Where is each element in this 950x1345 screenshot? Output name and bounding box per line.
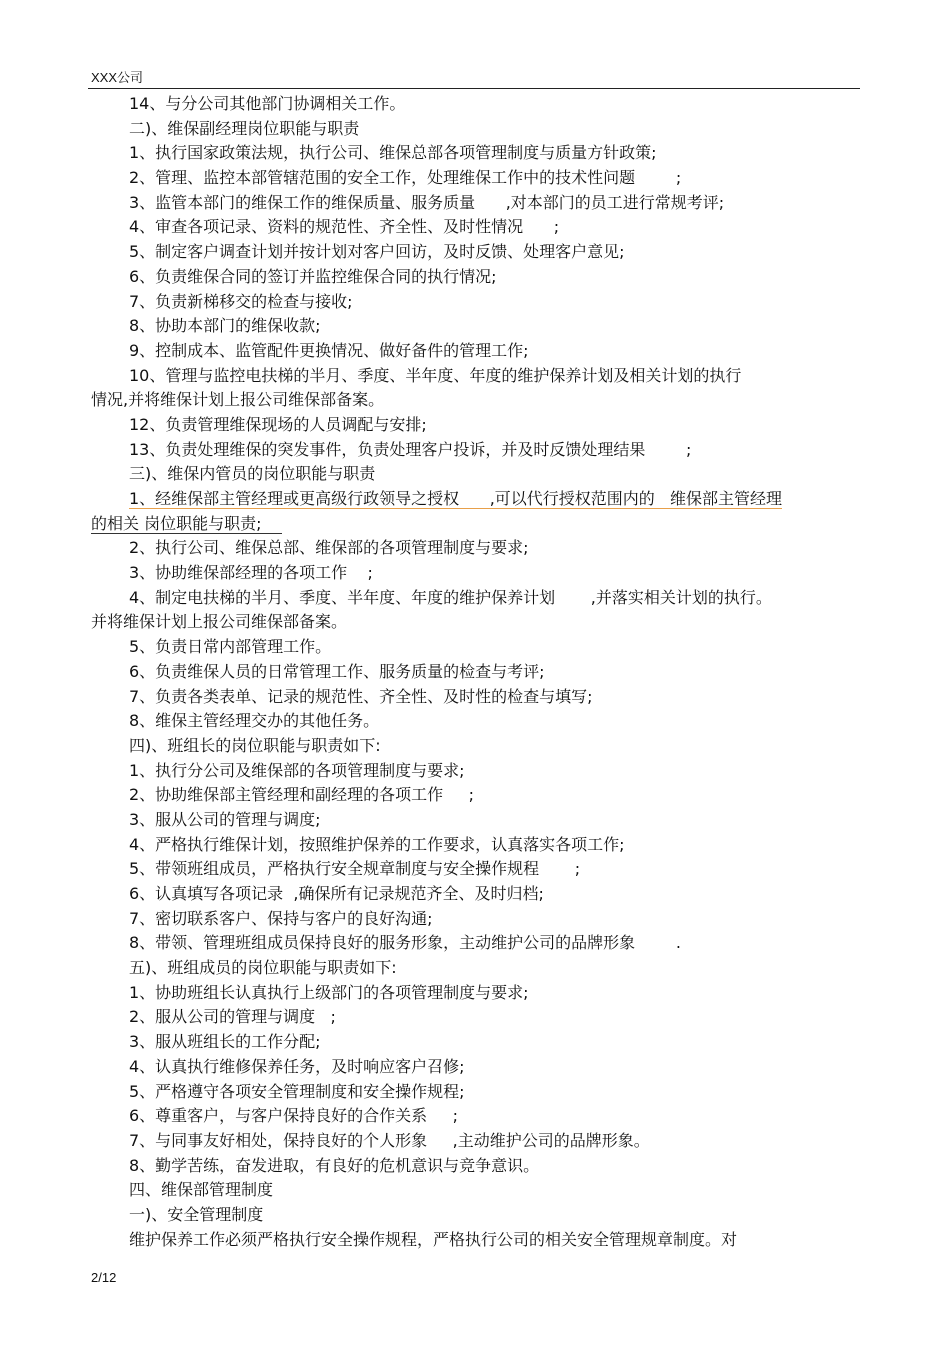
text-line: [91, 92, 861, 117]
text-line-content: 14、与分公司其他部门协调相关工作。: [129, 94, 406, 113]
text-line: [91, 339, 861, 364]
text-line: [91, 833, 861, 858]
text-line: [91, 709, 861, 734]
text-line-content: 2、服从公司的管理与调度 ;: [129, 1007, 336, 1027]
text-line-content: 7、负责新梯移交的检查与接收;: [129, 291, 353, 311]
text-line-content: 8、维保主管经理交办的其他任务。: [129, 711, 380, 731]
text-line: [91, 290, 861, 315]
text-line: [91, 512, 861, 537]
text-line: [91, 413, 861, 438]
text-line: [91, 1178, 861, 1203]
text-line-content: 四、维保部管理制度: [129, 1180, 274, 1200]
text-line-content: 并将维保计划上报公司维保部备案。: [91, 612, 348, 632]
text-line-content: 9、控制成本、监管配件更换情况、做好备件的管理工作;: [129, 340, 529, 360]
text-line-content: 5、严格遵守各项安全管理制度和安全操作规程;: [129, 1081, 465, 1101]
text-line: [91, 240, 861, 265]
text-line-content: 4、制定电扶梯的半月、季度、半年度、年度的维护保养计划 ,并落实相关计划的执行。: [129, 587, 772, 607]
text-line: [91, 117, 861, 142]
text-line: [91, 462, 861, 487]
text-line-content: 13、负责处理维保的突发事件，负责处理客户投诉，并及时反馈处理结果 ;: [129, 439, 692, 459]
text-line-content: 3、服从公司的管理与调度;: [129, 809, 321, 829]
text-line: [91, 759, 861, 784]
text-line-content: 情况,并将维保计划上报公司维保部备案。: [91, 390, 385, 410]
text-line-content: 5、制定客户调查计划并按计划对客户回访，及时反馈、处理客户意见;: [129, 242, 625, 262]
text-line: [91, 981, 861, 1006]
document-body: [91, 92, 861, 1252]
text-line-content: 12、负责管理维保现场的人员调配与安排;: [129, 414, 427, 434]
text-line: [91, 685, 861, 710]
text-line: [91, 191, 861, 216]
text-line-content: 五)、班组成员的岗位职能与职责如下:: [129, 958, 397, 978]
text-line: [91, 882, 861, 907]
text-line-content: 的相关 岗位职能与职责;: [91, 513, 282, 533]
text-line: [91, 1203, 861, 1228]
text-line: [91, 635, 861, 660]
text-line-content: 4、认真执行维修保养任务，及时响应客户召修;: [129, 1056, 465, 1076]
text-line: [91, 1228, 861, 1253]
text-line: [91, 1104, 861, 1129]
text-line-content: 二)、维保副经理岗位职能与职责: [129, 118, 360, 138]
text-line: [91, 857, 861, 882]
text-line-content: 1、协助班组长认真执行上级部门的各项管理制度与要求;: [129, 982, 529, 1002]
text-line-content: 维护保养工作必须严格执行安全操作规程，严格执行公司的相关安全管理规章制度。对: [129, 1229, 738, 1249]
text-line: [91, 808, 861, 833]
text-line: [91, 314, 861, 339]
text-line: [91, 141, 861, 166]
text-line-content: 6、尊重客户，与客户保持良好的合作关系 ;: [129, 1106, 459, 1126]
text-line-content: 10、管理与监控电扶梯的半月、季度、半年度、年度的维护保养计划及相关计划的执行: [129, 365, 742, 385]
text-line: [91, 388, 861, 413]
text-line-content: 2、管理、监控本部管辖范围的安全工作，处理维保工作中的技术性问题 ;: [129, 168, 682, 188]
text-line: [91, 1055, 861, 1080]
page-number: 2/12: [91, 1270, 117, 1285]
text-line-content: 6、负责维保人员的日常管理工作、服务质量的检查与考评;: [129, 661, 545, 681]
text-line-content: 4、严格执行维保计划，按照维护保养的工作要求，认真落实各项工作;: [129, 834, 625, 854]
text-line: [91, 561, 861, 586]
text-line: [91, 215, 861, 240]
text-line-content: 7、与同事友好相处，保持良好的个人形象 ,主动维护公司的品牌形象。: [129, 1130, 650, 1150]
text-line-content: 6、负责维保合同的签订并监控维保合同的执行情况;: [129, 266, 497, 286]
text-line-content: 2、执行公司、维保总部、维保部的各项管理制度与要求;: [129, 538, 529, 558]
text-line: [91, 783, 861, 808]
text-line: [91, 931, 861, 956]
header-company-name: XXX公司: [91, 70, 144, 85]
text-line-content: 1、经维保部主管经理或更高级行政领导之授权 ,可以代行授权范围内的 维保部主管经理: [129, 489, 783, 508]
text-line: [91, 364, 861, 389]
text-line-content: 一)、安全管理制度: [129, 1204, 264, 1224]
text-line: [91, 166, 861, 191]
text-line-content: 3、监管本部门的维保工作的维保质量、服务质量 ,对本部门的员工进行常规考评;: [129, 192, 725, 212]
text-line: [91, 1030, 861, 1055]
text-line-content: 5、负责日常内部管理工作。: [129, 637, 332, 657]
header-divider: [88, 88, 860, 89]
text-line-content: 2、协助维保部主管经理和副经理的各项工作 ;: [129, 785, 475, 805]
text-line: [91, 1080, 861, 1105]
text-line: [91, 660, 861, 685]
text-line-content: 8、勤学苦练，奋发进取，有良好的危机意识与竞争意识。: [129, 1155, 540, 1175]
text-line-content: 三)、维保内管员的岗位职能与职责: [129, 464, 376, 484]
text-line-content: 6、认真填写各项记录 ,确保所有记录规范齐全、及时归档;: [129, 884, 544, 903]
text-line-content: 5、带领班组成员，严格执行安全规章制度与安全操作规程 ;: [129, 859, 581, 879]
text-line: [91, 956, 861, 981]
text-line: [91, 586, 861, 611]
text-line-content: 7、负责各类表单、记录的规范性、齐全性、及时性的检查与填写;: [129, 686, 593, 706]
text-line: [91, 1005, 861, 1030]
text-line-content: 8、带领、管理班组成员保持良好的服务形象，主动维护公司的品牌形象 .: [129, 933, 681, 953]
text-line: [91, 907, 861, 932]
text-line-content: 四)、班组长的岗位职能与职责如下:: [129, 735, 381, 755]
text-line: [91, 265, 861, 290]
text-line: [91, 438, 861, 463]
text-line-content: 3、服从班组长的工作分配;: [129, 1032, 321, 1052]
text-line-content: 8、协助本部门的维保收款;: [129, 316, 321, 336]
text-line: [91, 1129, 861, 1154]
text-line: [91, 487, 861, 512]
text-line: [91, 734, 861, 759]
text-line: [91, 1154, 861, 1179]
text-line-content: 4、审查各项记录、资料的规范性、齐全性、及时性情况 ;: [129, 217, 560, 237]
text-line: [91, 610, 861, 635]
text-line-content: 1、执行分公司及维保部的各项管理制度与要求;: [129, 760, 465, 780]
text-line-content: 1、执行国家政策法规，执行公司、维保总部各项管理制度与质量方针政策;: [129, 143, 657, 163]
text-line-content: 7、密切联系客户、保持与客户的良好沟通;: [129, 908, 433, 928]
text-line: [91, 536, 861, 561]
text-line-content: 3、协助维保部经理的各项工作 ;: [129, 563, 373, 583]
